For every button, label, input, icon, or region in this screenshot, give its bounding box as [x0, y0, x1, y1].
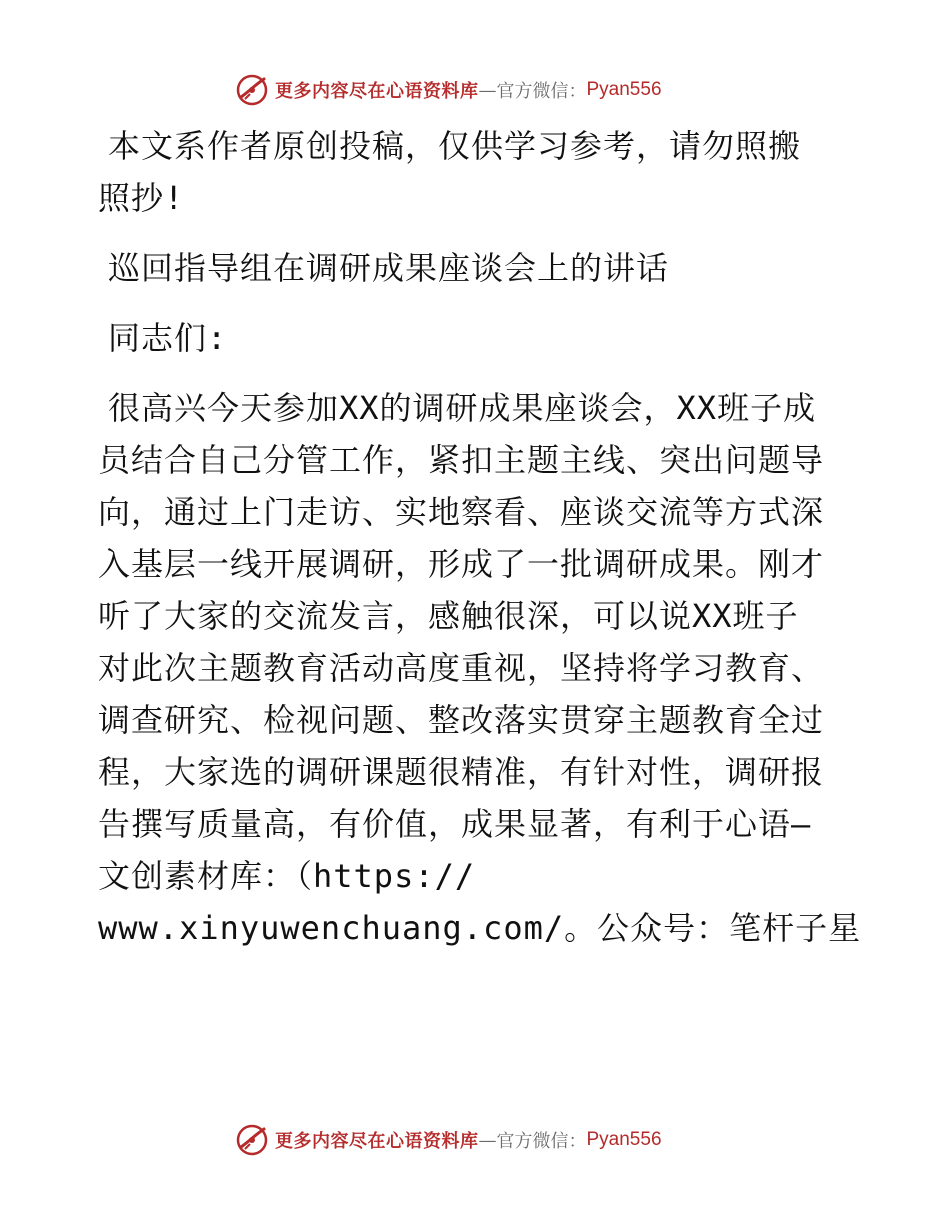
header-banner-wechat-id: Pyan556: [586, 79, 662, 100]
header-banner-wechat-label: 官方微信：: [496, 81, 587, 102]
paragraph-line: 入基层一线开展调研，形成了一批调研成果。刚才: [98, 545, 825, 583]
paragraph-line: 文创素材库：（https://: [98, 857, 476, 895]
pen-circle-logo-icon: [235, 73, 269, 107]
paragraph-line: 告撰写质量高，有价值，成果显著，有利于心语—: [98, 805, 812, 843]
paragraph-line: 对此次主题教育活动高度重视，坚持将学习教育、: [98, 649, 825, 687]
footer-banner-dash: —: [478, 1129, 497, 1151]
header-banner-title: 更多内容尽在心语资料库: [275, 81, 479, 102]
pen-circle-logo-icon: [235, 1123, 269, 1157]
header-banner[interactable]: [235, 72, 755, 108]
paragraph-line-url: www.xinyuwenchuang.com/。公众号：笔杆子星: [98, 909, 862, 947]
document-body: [98, 120, 862, 954]
paragraph-line: 很高兴今天参加XX的调研成果座谈会，XX班子成: [108, 389, 817, 427]
footer-banner-title: 更多内容尽在心语资料库: [275, 1131, 479, 1152]
paragraph-line: 听了大家的交流发言，感触很深，可以说XX班子: [98, 597, 799, 635]
paragraph-line: 程，大家选的调研课题很精准，有针对性，调研报: [98, 753, 825, 791]
disclaimer-line: 照抄!: [98, 179, 185, 217]
disclaimer-line: 本文系作者原创投稿，仅供学习参考，请勿照搬: [108, 127, 802, 165]
paragraph-line: 调查研究、检视问题、整改落实贯穿主题教育全过: [98, 701, 825, 739]
header-banner-dash: —: [478, 79, 497, 101]
footer-banner-wechat-id: Pyan556: [586, 1129, 662, 1150]
paragraph-line: 员结合自己分管工作，紧扣主题主线、突出问题导: [98, 441, 825, 479]
speech-title: 巡回指导组在调研成果座谈会上的讲话: [108, 249, 670, 287]
paragraph-line: 向，通过上门走访、实地察看、座谈交流等方式深: [98, 493, 825, 531]
footer-banner-wechat-label: 官方微信：: [496, 1131, 587, 1152]
salutation: 同志们:: [108, 319, 228, 357]
footer-banner[interactable]: [235, 1122, 755, 1158]
